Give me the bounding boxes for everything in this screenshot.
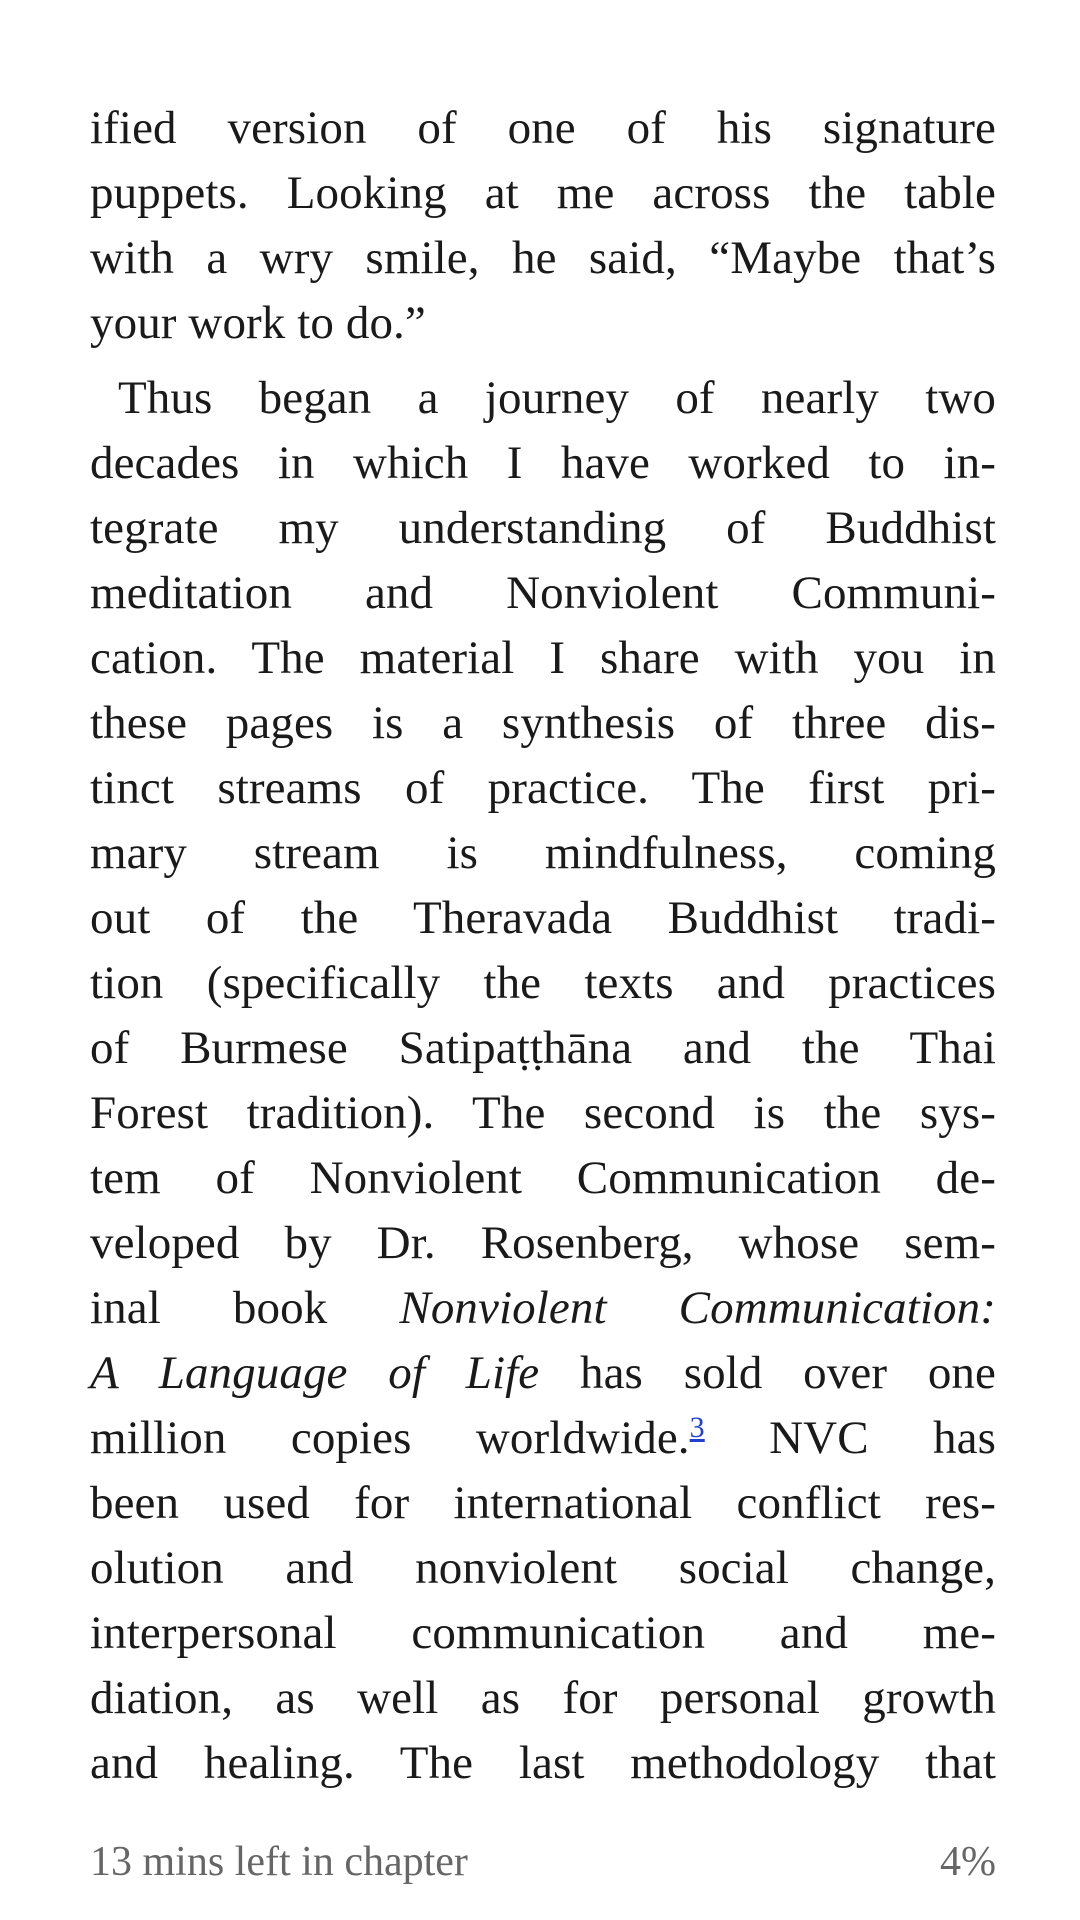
- reading-progress-footer: [90, 1832, 996, 1892]
- text-line: out of the Theravada Buddhist tradi-: [90, 892, 996, 944]
- book-title-italic: A Language of Life: [90, 1347, 540, 1399]
- text-line: tegrate my understanding of Buddhist: [90, 502, 996, 554]
- text-line: with a wry smile, he said, “Maybe that’s: [90, 232, 996, 284]
- text-line: cation. The material I share with you in: [90, 632, 996, 684]
- text-line: veloped by Dr. Rosenberg, whose sem-: [90, 1217, 996, 1269]
- reader-page: [90, 96, 996, 1796]
- footnote-link[interactable]: 3: [689, 1411, 705, 1444]
- text-line: diation, as well as for personal growth: [90, 1672, 996, 1724]
- text-line: decades in which I have worked to in-: [90, 437, 996, 489]
- text-segment: has sold over one: [580, 1347, 996, 1399]
- text-line: olution and nonviolent social change,: [90, 1542, 996, 1594]
- text-segment: inal book: [90, 1282, 328, 1334]
- time-left-label: 13 mins left in chapter: [90, 1839, 468, 1885]
- text-line: of Burmese Satipaṭṭhāna and the Thai: [90, 1022, 996, 1074]
- text-line: tem of Nonviolent Communication de-: [90, 1152, 996, 1204]
- text-segment: million copies worldwide.: [90, 1412, 690, 1464]
- text-line: tion (specifically the texts and practices: [90, 957, 996, 1009]
- text-line: [90, 1406, 996, 1471]
- progress-percent: 4%: [940, 1839, 996, 1885]
- text-line: meditation and Nonviolent Communi-: [90, 567, 996, 619]
- text-line: puppets. Looking at me across the table: [90, 167, 996, 219]
- book-title-italic: Nonviolent Communication:: [399, 1282, 996, 1334]
- text-line: and healing. The last methodology that: [90, 1737, 996, 1789]
- text-segment: NVC has: [769, 1412, 996, 1464]
- text-line: been used for international conflict res-: [90, 1477, 996, 1529]
- text-line: your work to do.”: [90, 297, 426, 349]
- text-line: Forest tradition). The second is the sys-: [90, 1087, 996, 1139]
- text-line: tinct streams of practice. The first pri-: [90, 762, 996, 814]
- text-line: these pages is a synthesis of three dis-: [90, 697, 996, 749]
- text-line: Thus began a journey of nearly two: [118, 372, 996, 424]
- text-line: [90, 1341, 996, 1406]
- text-line: ified version of one of his signature: [90, 102, 996, 154]
- text-line: interpersonal communication and me-: [90, 1607, 996, 1659]
- text-line: [90, 1276, 996, 1341]
- text-line: mary stream is mindfulness, coming: [90, 827, 996, 879]
